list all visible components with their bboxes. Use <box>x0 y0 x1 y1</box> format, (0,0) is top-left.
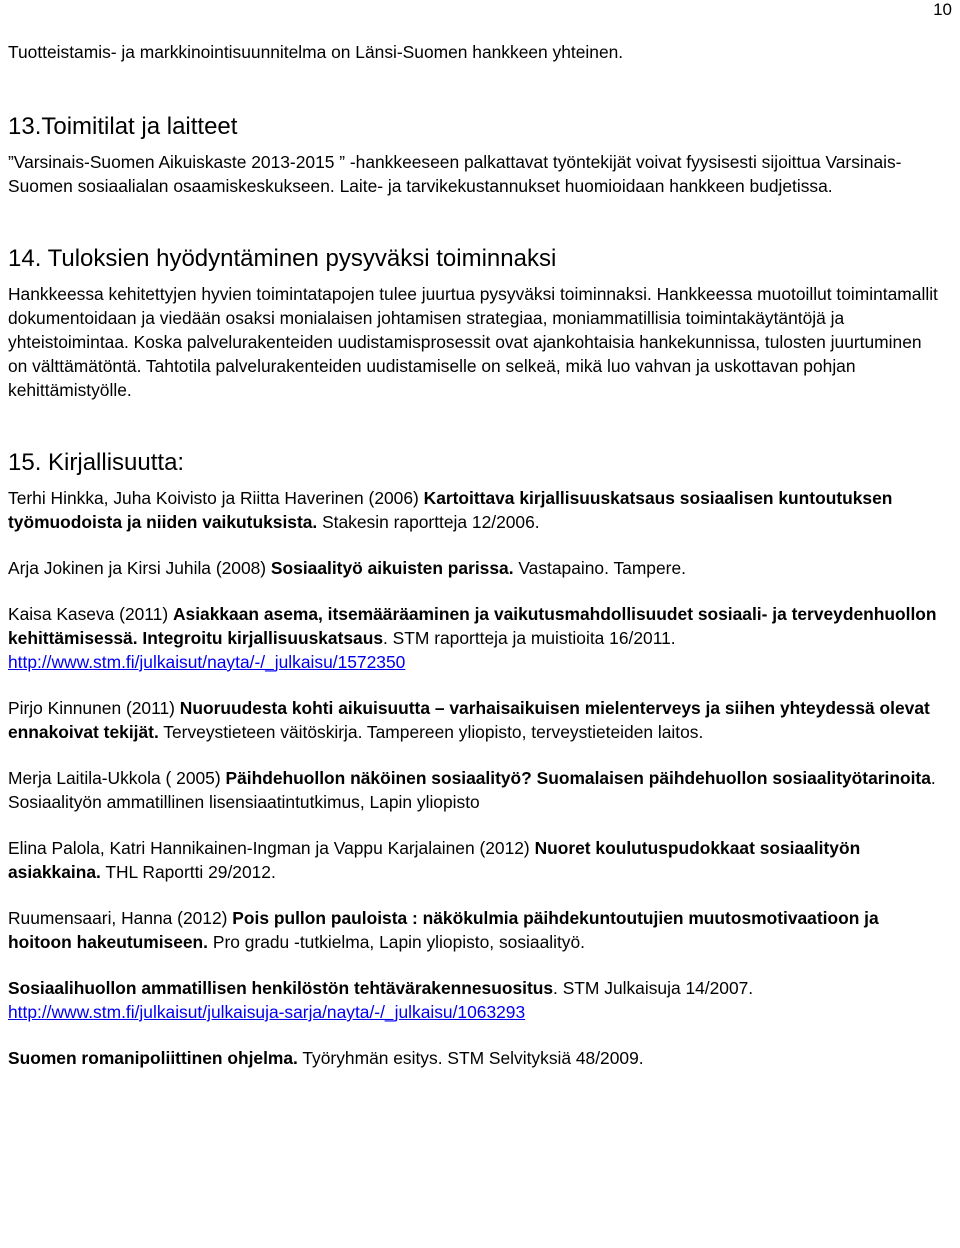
reference-item <box>8 556 944 580</box>
page-number: 10 <box>933 0 952 19</box>
reference-authors: Elina Palola, Katri Hannikainen-Ingman ja Vappu Karjalainen (2012) <box>8 838 535 858</box>
reference-authors: Pirjo Kinnunen (2011) <box>8 698 180 718</box>
reference-publisher: Stakesin raportteja 12/2006. <box>317 512 540 532</box>
reference-publisher: Työryhmän esitys. STM Selvityksiä 48/2009. <box>297 1048 644 1068</box>
reference-publisher: Vastapaino. Tampere. <box>513 558 686 578</box>
section-15-heading: 15. Kirjallisuutta: <box>8 449 185 476</box>
reference-item <box>8 836 944 884</box>
reference-item <box>8 906 944 954</box>
reference-publisher: . Sosiaalityön ammatillinen lisensiaatintutkimus, Lapin yliopisto <box>8 768 936 812</box>
reference-link[interactable]: http://www.stm.fi/julkaisut/julkaisuja-sarja/nayta/-/_julkaisu/1063293 <box>8 1002 526 1022</box>
reference-publisher: . STM Julkaisuja 14/2007. <box>553 978 754 998</box>
section-14-heading: 14. Tuloksien hyödyntäminen pysyväksi toiminnaksi <box>8 245 557 272</box>
reference-authors: Ruumensaari, Hanna (2012) <box>8 908 233 928</box>
reference-publisher: Terveystieteen väitöskirja. Tampereen yliopisto, terveystieteiden laitos. <box>158 722 704 742</box>
reference-title: Nuoret koulutuspudokkaat sosiaalityön asiakkaina. <box>8 838 861 882</box>
intro-paragraph: Tuotteistamis- ja markkinointisuunnitelma on Länsi-Suomen hankkeen yhteinen. <box>8 42 624 62</box>
section-14-paragraph: Hankkeessa kehitettyjen hyvien toimintatapojen tulee juurtua pysyväksi toiminnaksi. Hankkeessa muotoillut toimintamallit dokumentoidaan ja viedään osaksi monialaisen johtamisen strategiaa, moniammatillisia toimintakäytäntöjä ja yhteistoimintaa. Koska palvelurakenteiden uudistamisprosessit ovat ajankohtaisia hankekunnissa, tulosten juurtuminen on välttämätöntä. Tahtotila palvelurakenteiden uudistamiselle on selkeä, mikä luo vahvan ja uskottavan pohjan kehittämistyölle. <box>8 284 938 400</box>
reference-title: Kartoittava kirjallisuuskatsaus sosiaalisen kuntoutuksen työmuodoista ja niiden vaikutuksista. <box>8 488 893 532</box>
reference-title: Sosiaalityö aikuisten parissa. <box>270 558 514 578</box>
reference-publisher: THL Raportti 29/2012. <box>100 862 276 882</box>
reference-item <box>8 696 944 744</box>
reference-title: Pois pullon pauloista : näkökulmia päihdekuntoutujien muutosmotivaatioon ja hoitoon hakeutumiseen. <box>8 908 879 952</box>
reference-authors: Merja Laitila-Ukkola ( 2005) <box>8 768 226 788</box>
section-13-paragraph: ”Varsinais-Suomen Aikuiskaste 2013-2015 ” -hankkeeseen palkattavat työntekijät voivat fyysisesti sijoittua Varsinais-Suomen sosiaalialan osaamiskeskukseen. Laite- ja tarvikekustannukset huomioidaan hankkeen budjetissa. <box>8 152 902 196</box>
reference-link[interactable]: http://www.stm.fi/julkaisut/nayta/-/_julkaisu/1572350 <box>8 652 406 672</box>
section-13-heading: 13.Toimitilat ja laitteet <box>8 113 238 140</box>
reference-title: Sosiaalihuollon ammatillisen henkilöstön tehtävärakennesuositus <box>8 978 554 998</box>
reference-item <box>8 1046 944 1070</box>
reference-item <box>8 976 944 1024</box>
reference-item <box>8 602 944 674</box>
reference-authors: Kaisa Kaseva (2011) <box>8 604 173 624</box>
reference-title: Päihdehuollon näköinen sosiaalityö? Suomalaisen päihdehuollon sosiaalityötarinoita <box>225 768 931 788</box>
reference-publisher: Pro gradu -tutkielma, Lapin yliopisto, sosiaalityö. <box>208 932 585 952</box>
reference-item <box>8 486 944 534</box>
reference-item <box>8 766 944 814</box>
reference-title: Asiakkaan asema, itsemääräaminen ja vaikutusmahdollisuudet sosiaali- ja terveydenhuollon kehittämisessä. Integroitu kirjallisuuskatsaus <box>8 604 937 648</box>
reference-title: Nuoruudesta kohti aikuisuutta – varhaisaikuisen mielenterveys ja siihen yhteydessä olevat ennakoivat tekijät. <box>8 698 930 742</box>
reference-authors: Terhi Hinkka, Juha Koivisto ja Riitta Haverinen (2006) <box>8 488 424 508</box>
reference-publisher: . STM raportteja ja muistioita 16/2011. <box>383 628 676 648</box>
reference-authors: Arja Jokinen ja Kirsi Juhila (2008) <box>8 558 271 578</box>
reference-title: Suomen romanipoliittinen ohjelma. <box>8 1048 298 1068</box>
document-body <box>8 40 944 1092</box>
